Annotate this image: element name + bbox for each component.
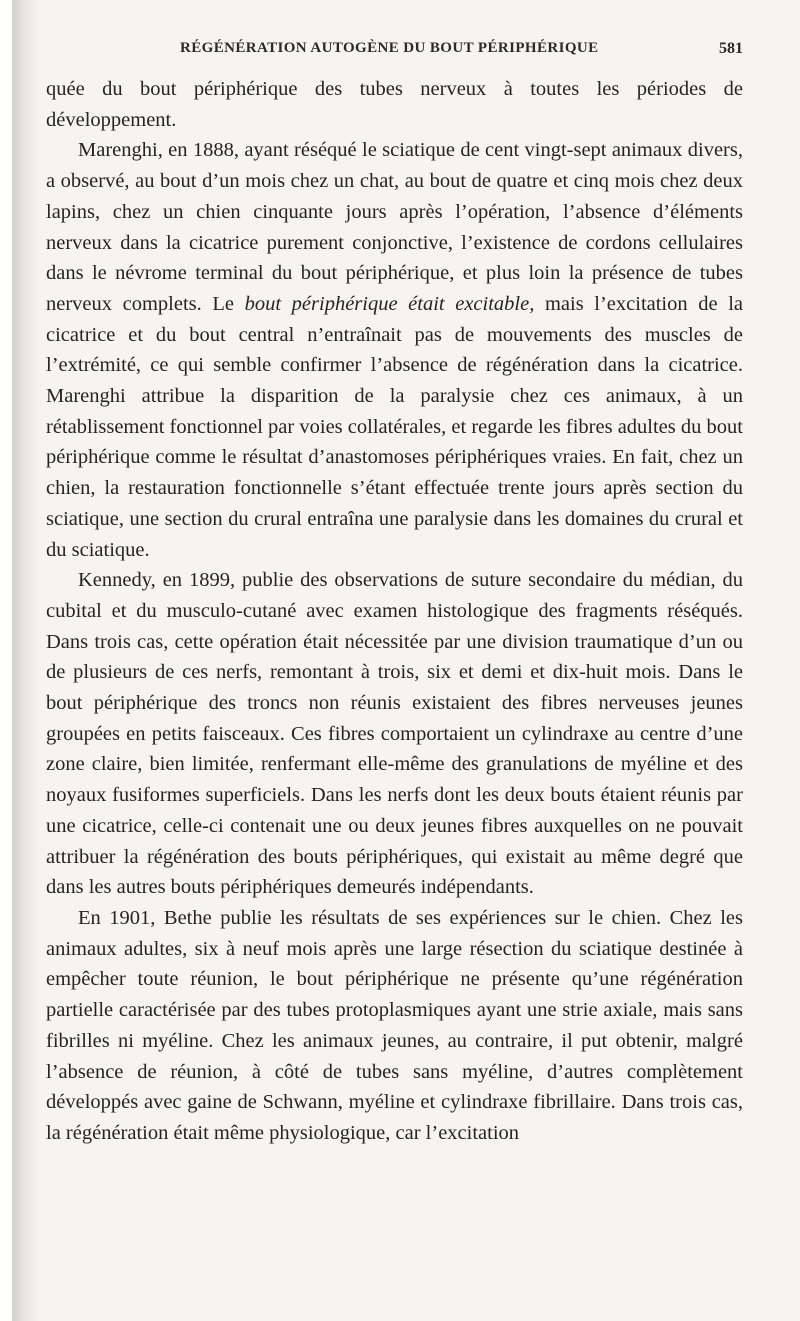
body-text [46, 74, 743, 1149]
text-segment: mais l’excitation de la cicatrice et du bout central n’entraînait pas de mouvements des muscles de l’extrémité, ce qui semble confirmer l’absence de régénération dans la cicatrice. Marenghi attribue la disparition de la paralysie chez ces animaux, à un rétablissement fonctionnel par voies collatérales, et regarde les fibres adultes du bout périphérique comme le résultat d’anastomoses périphériques vraies. En fait, chez un chien, la restauration fonctionnelle s’étant effectuée trente jours après section du sciatique, une section du crural entraîna une paralysie dans les domaines du crural et du sciatique. [46, 292, 743, 561]
page-gutter-shadow [12, 0, 42, 1321]
paragraph [46, 74, 743, 135]
text-segment: Kennedy, en 1899, publie des observations de suture secondaire du médian, du cubital et du musculo-cutané avec examen histologique des fragments réséqués. Dans trois cas, cette opération était nécessitée par une division traumatique d’un ou de plusieurs de ces nerfs, remontant à trois, six et demi et dix-huit mois. Dans le bout périphérique des troncs non réunis existaient des fibres nerveuses jeunes groupées en petits faisceaux. Ces fibres comportaient un cylindraxe au centre d’une zone claire, bien limitée, renfermant elle-même des granulations de myéline et des noyaux fusiformes superficiels. Dans les nerfs dont les deux bouts étaient réunis par une cicatrice, celle-ci contenait une ou deux jeunes fibres auxquelles on ne pouvait attribuer la régénération des bouts périphériques, qui existait au même degré que dans les autres bouts périphériques demeurés indépendants. [46, 569, 743, 899]
paragraph [46, 135, 743, 565]
text-segment: Marenghi, en 1888, ayant réséqué le sciatique de cent vingt-sept animaux divers, a observé, au bout d’un mois chez un chat, au bout de quatre et cinq mois chez deux lapins, chez un chien cinquante jours après l’opération, l’absence d’éléments nerveux dans la cicatrice purement conjonctive, l’existence de cordons cellulaires dans le névrome terminal du bout périphérique, et plus loin la présence de tubes nerveux complets. Le [46, 139, 743, 315]
italic-text: bout périphérique était excitable, [244, 292, 535, 315]
page-header [60, 40, 743, 66]
page-number: 581 [719, 40, 743, 57]
text-segment: En 1901, Bethe publie les résultats de ses expériences sur le chien. Chez les animaux adultes, six à neuf mois après une large résection du sciatique destinée à empêcher toute réunion, le bout périphérique ne présente qu’une régénération partielle caractérisée par des tubes protoplasmiques ayant une strie axiale, mais sans fibrilles ni myéline. Chez les animaux jeunes, au contraire, il put obtenir, malgré l’absence de réunion, à côté de tubes sans myéline, d’autres complètement développés avec gaine de Schwann, myéline et cylindraxe fibrillaire. Dans trois cas, la régénération était même physiologique, car l’excitation [46, 906, 743, 1144]
running-title: RÉGÉNÉRATION AUTOGÈNE DU BOUT PÉRIPHÉRIQUE [180, 40, 599, 56]
text-segment: quée du bout périphérique des tubes nerveux à toutes les périodes de développement. [46, 78, 743, 131]
paragraph [46, 565, 743, 903]
paragraph [46, 903, 743, 1149]
